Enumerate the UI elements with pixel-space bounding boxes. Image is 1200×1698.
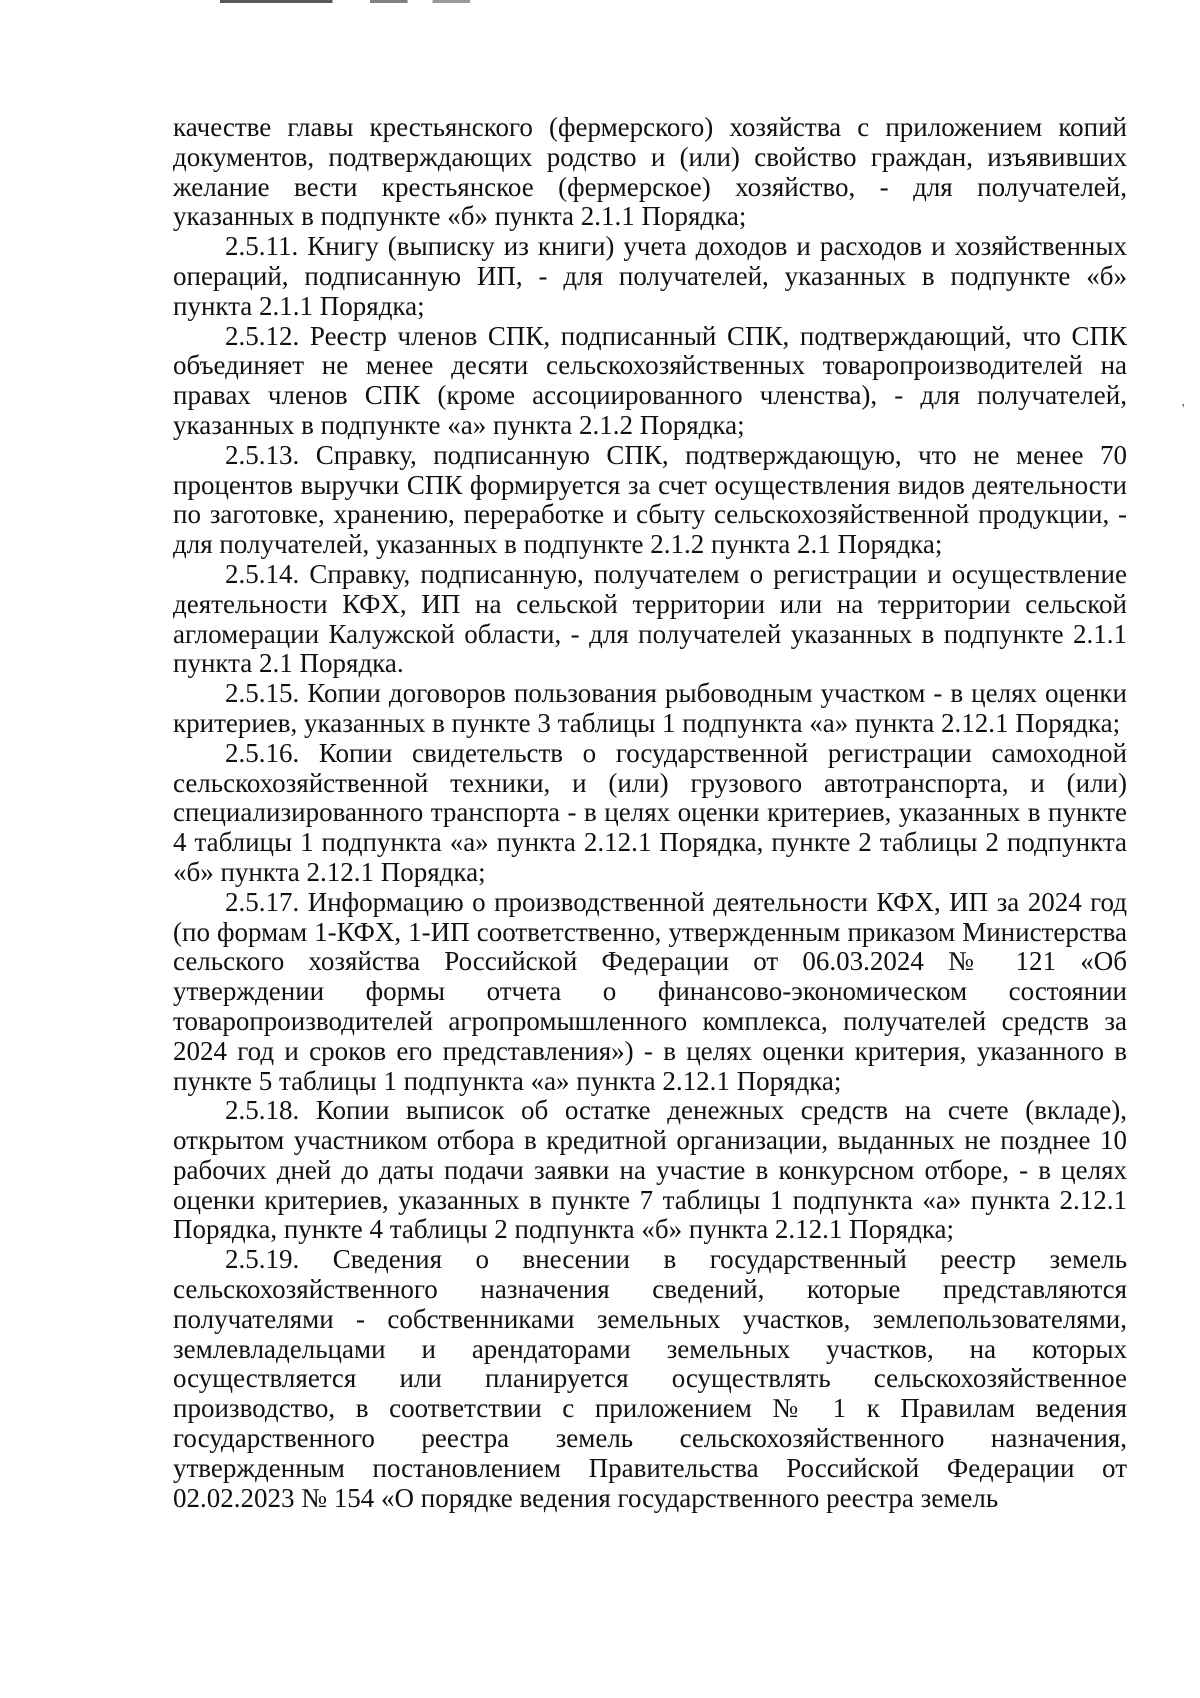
paragraph-2-5-14 bbox=[173, 560, 1127, 679]
paragraph-2-5-15 bbox=[173, 679, 1127, 739]
paragraph-text: Реестр членов СПК, подписанный СПК, подтверждающий, что СПК объединяет не менее десяти сельскохозяйственных товаропроизводителей на правах членов СПК (кроме ассоциированного членства), - для получателей, указанных в подпункте «а» пункта 2.1.2 Порядка; bbox=[173, 320, 1127, 440]
paragraph-number: 2.5.15. bbox=[225, 678, 300, 709]
paragraph-text: Справку, подписанную, получателем о регистрации и осуществление деятельности КФХ, ИП на сельской территории или на территории сельской агломерации Калужской области, - для получателей указанных в подпункте 2.1.1 пункта 2.1 Порядка. bbox=[173, 558, 1127, 679]
paragraph-text: Копии выписок об остатке денежных средств на счете (вкладе), открытом участником отбора в кредитной организации, выданных не позднее 10 рабочих дней до даты подачи заявки на участие в конкурсном отборе, - в целях оценки критериев, указанных в пункте 7 таблицы 1 подпункта «а» пункта 2.12.1 Порядка, пункте 4 таблицы 2 подпункта «б» пункта 2.12.1 Порядка; bbox=[173, 1095, 1128, 1245]
paragraph-number: 2.5.12. bbox=[225, 320, 300, 351]
paragraph-text: Книгу (выписку из книги) учета доходов и расходов и хозяйственных операций, подписанную ИП, - для получателей, указанных в подпункте «б» пункта 2.1.1 Порядка; bbox=[173, 231, 1128, 321]
paragraph-2-5-19 bbox=[173, 1245, 1127, 1513]
paragraph-number: 2.5.13. bbox=[225, 439, 300, 470]
paragraph-text: Сведения о внесении в государственный реестр земель сельскохозяйственного назначения сведений, которые представляются получателями - собственниками земельных участков, землепользователями, землевладельцами и арендаторами земельных участков, на которых осуществляется или планируется осуществлять сельскохозяйственное производство, в соответствии с приложением № 1 к Правилам ведения государственного реестра земель сельскохозяйственного назначения, утвержденным постановлением Правительства Российской Федерации от 02.02.2023 № 154 «О порядке ведения государственного реестра земель bbox=[173, 1244, 1128, 1513]
paragraph-number: 2.5.17. bbox=[225, 886, 300, 917]
paragraph-2-5-16 bbox=[173, 739, 1127, 888]
paragraph-continued bbox=[173, 113, 1127, 232]
paragraph-number: 2.5.18. bbox=[225, 1095, 300, 1126]
paragraph-text: Справку, подписанную СПК, подтверждающую, что не менее 70 процентов выручки СПК формируется за счет осуществления видов деятельности по заготовке, хранению, переработке и сбыту сельскохозяйственной продукции, - для получателей, указанных в подпункте 2.1.2 пункта 2.1 Порядка; bbox=[173, 439, 1127, 560]
paragraph-2-5-11 bbox=[173, 232, 1127, 321]
paragraph-number: 2.5.14. bbox=[225, 558, 300, 589]
document-body bbox=[173, 113, 1127, 1513]
paragraph-text: Копии свидетельств о государственной регистрации самоходной сельскохозяйственной техники, и (или) грузового автотранспорта, и (или) специализированного транспорта - в целях оценки критериев, указанных в пункте 4 таблицы 1 подпункта «а» пункта 2.12.1 Порядка, пункте 2 таблицы 2 подпункта «б» пункта 2.12.1 Порядка; bbox=[173, 737, 1128, 887]
paragraph-text: качестве главы крестьянского (фермерского) хозяйства с приложением копий документов, подтверждающих родство и (или) свойство граждан, изъявивших желание вести крестьянское (фермерское) хозяйство, - для получателей, указанных в подпункте «б» пункта 2.1.1 Порядка; bbox=[173, 112, 1127, 232]
paragraph-2-5-17 bbox=[173, 888, 1127, 1097]
paragraph-2-5-12 bbox=[173, 322, 1127, 441]
paragraph-2-5-13 bbox=[173, 441, 1127, 560]
paragraph-text: Информацию о производственной деятельности КФХ, ИП за 2024 год (по формам 1-КФХ, 1-ИП соответственно, утвержденным приказом Министерства сельского хозяйства Российской Федерации от 06.03.2024 № 121 «Об утверждении формы отчета о финансово-экономическом состоянии товаропроизводителей агропромышленного комплекса, получателей средств за 2024 год и сроков его представления») - в целях оценки критерия, указанного в пункте 5 таблицы 1 подпункта «а» пункта 2.12.1 Порядка; bbox=[173, 886, 1127, 1096]
paragraph-text: Копии договоров пользования рыбоводным участком - в целях оценки критериев, указанных в пункте 3 таблицы 1 подпункта «а» пункта 2.12.1 Порядка; bbox=[173, 678, 1128, 738]
paragraph-number: 2.5.16. bbox=[225, 737, 300, 768]
paragraph-number: 2.5.19. bbox=[225, 1244, 300, 1275]
paragraph-2-5-18 bbox=[173, 1096, 1127, 1245]
scan-edge-mark bbox=[220, 0, 470, 3]
paragraph-number: 2.5.11. bbox=[225, 231, 299, 262]
scan-speck: ' bbox=[1182, 402, 1185, 417]
